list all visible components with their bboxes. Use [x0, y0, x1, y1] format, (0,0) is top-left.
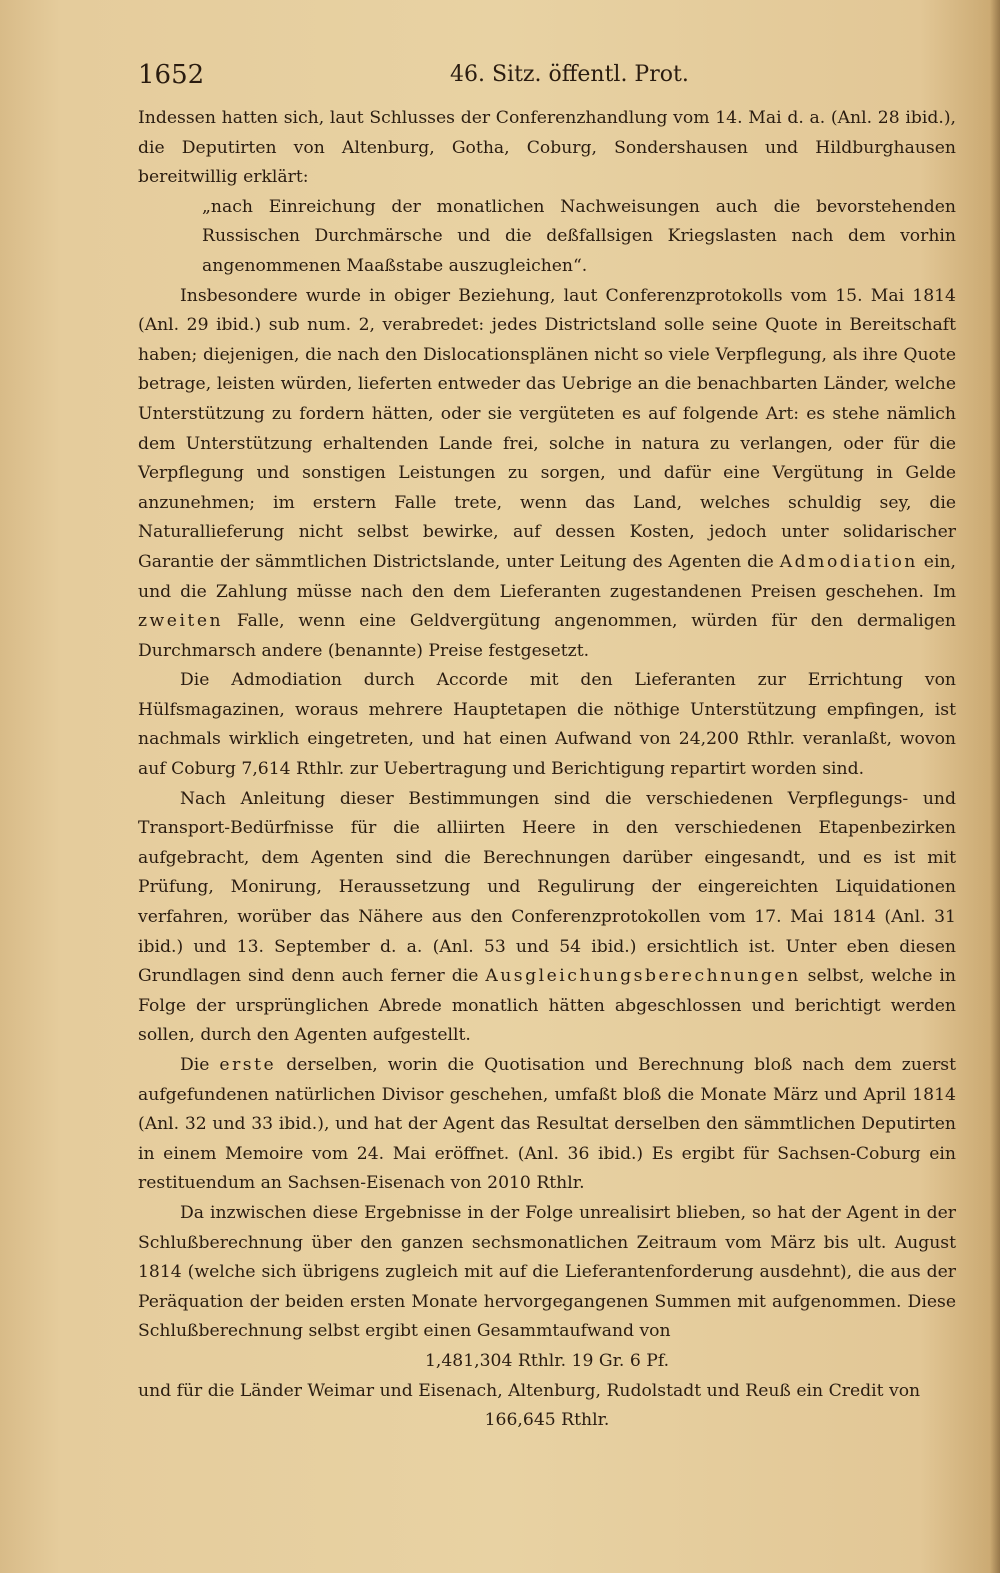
page-header [138, 58, 958, 92]
spaced-term-admodiation: Admodiation [779, 551, 918, 572]
page-number: 1652 [138, 60, 205, 90]
credit-amount: 166,645 Rthlr. [484, 1410, 610, 1431]
paragraph-2-text-a: Insbesondere wurde in obiger Beziehung, laut Conferenzprotokolls vom 15. Mai 1814 (Anl. 29 ibid.) sub num. 2, verabredet: jedes Districtsland solle seine Quote in Bereitschaft haben; diejenigen, die nach den Dislocationsplänen nicht so viele Verpflegung, als ihre Quote betrage, leisten würden, lieferten entweder das Uebrige an die benachbarten Länder, welche Unterstützung zu fordern hätten, oder sie vergüteten es auf folgende Art: es stehe nämlich dem Unterstützung erhaltenden Lande frei, solche in natura zu verlangen, oder für die Verpflegung und sonstigen Leistungen zu sorgen, und dafür eine Vergütung in Gelde anzunehmen; im erstern Falle trete, wenn das Land, welches schuldig sey, die Naturallieferung nicht selbst bewirke, auf dessen Kosten, jedoch unter solidarischer Garantie der sämmtlichen Districtslande, unter Leitung des Agenten die [138, 285, 956, 572]
spaced-term-zweiten: zweiten [138, 611, 224, 632]
paragraph-6: Da inzwischen diese Ergebnisse in der Folge unrealisirt blieben, so hat der Agent in der Schlußberechnung über den ganzen sechsmonatlichen Zeitraum vom März bis ult. August 1814 (welche sich übrigens zugleich mit auf die Lieferantenforderung ausdehnt), die aus der Peräquation der beiden ersten Monate hervorgegangenen Summen mit aufgenommen. Diese Schlußberechnung selbst ergibt einen Gesammtaufwand von [138, 1202, 956, 1342]
paragraph-4 [138, 785, 956, 1051]
body-text [138, 104, 956, 1436]
paragraph-2-text-c: Falle, wenn eine Geldvergütung angenommen, würden für den dermaligen Durchmarsch andere (benannte) Preise festgesetzt. [138, 611, 957, 661]
paragraph-5-text-a: Die [180, 1055, 210, 1075]
total-amount: 1,481,304 Rthlr. 19 Gr. 6 Pf. [424, 1350, 670, 1371]
paragraph-2-text-b: ein, und die Zahlung müsse nach den dem Lieferanten zugestandenen Preisen geschehen. Im [138, 551, 956, 602]
paragraph-7: und für die Länder Weimar und Eisenach, Altenburg, Rudolstadt und Reuß ein Credit von [138, 1380, 921, 1401]
spaced-term-ausgleichungsberechnungen: Ausgleichungsberechnungen [485, 966, 801, 987]
page-edge-shadow [990, 0, 1000, 1573]
paragraph-4-text-b: selbst, welche in Folge der ursprünglichen Abrede monatlich hätten abgeschlossen und berichtigt werden sollen, durch den Agenten aufgestellt. [138, 966, 957, 1046]
paragraph-3: Die Admodiation durch Accorde mit den Lieferanten zur Errichtung von Hülfsmagazinen, woraus mehrere Hauptetapen die nöthige Unterstützung empfingen, ist nachmals wirklich eingetreten, und hat einen Aufwand von 24,200 Rthlr. veranlaßt, wovon auf Coburg 7,614 Rthlr. zur Uebertragung und Berichtigung repartirt worden sind. [138, 670, 956, 780]
paragraph-2 [138, 282, 956, 667]
spaced-term-erste: erste [219, 1055, 277, 1075]
paragraph-1: Indessen hatten sich, laut Schlusses der Conferenzhandlung vom 14. Mai d. a. (Anl. 28 ibid.), die Deputirten von Altenburg, Gotha, Coburg, Sondershausen und Hildburghausen bereitwillig erklärt: [138, 108, 956, 188]
paragraph-5 [138, 1051, 956, 1199]
paragraph-5-text-b: derselben, worin die Quotisation und Berechnung bloß nach dem zuerst aufgefundenen natürlichen Divisor geschehen, umfaßt bloß die Monate März und April 1814 (Anl. 32 und 33 ibid.), und hat der Agent das Resultat derselben den sämmtlichen Deputirten in einem Memoire vom 24. Mai eröffnet. (Anl. 36 ibid.) Es ergibt für Sachsen-Coburg ein restituendum an Sachsen-Eisenach von 2010 Rthlr. [138, 1055, 957, 1194]
quoted-declaration: „nach Einreichung der monatlichen Nachweisungen auch die bevorstehenden Russischen Durchmärsche und die deßfallsigen Kriegslasten nach dem vorhin angenommenen Maaßstabe auszugleichen“. [202, 196, 956, 276]
paragraph-4-text-a: Nach Anleitung dieser Bestimmungen sind die verschiedenen Verpflegungs- und Transport-Bedürfnisse für die alliirten Heere in den verschiedenen Etapenbezirken aufgebracht, dem Agenten sind die Berechnungen darüber eingesandt, und es ist mit Prüfung, Monirung, Heraussetzung und Regulirung der eingereichten Liquidationen verfahren, worüber das Nähere aus den Conferenzprotokollen vom 17. Mai 1814 (Anl. 31 ibid.) und 13. September d. a. (Anl. 53 und 54 ibid.) ersichtlich ist. Unter eben diesen Grundlagen sind denn auch ferner die [138, 788, 956, 987]
running-title: 46. Sitz. öffentl. Prot. [450, 62, 689, 87]
